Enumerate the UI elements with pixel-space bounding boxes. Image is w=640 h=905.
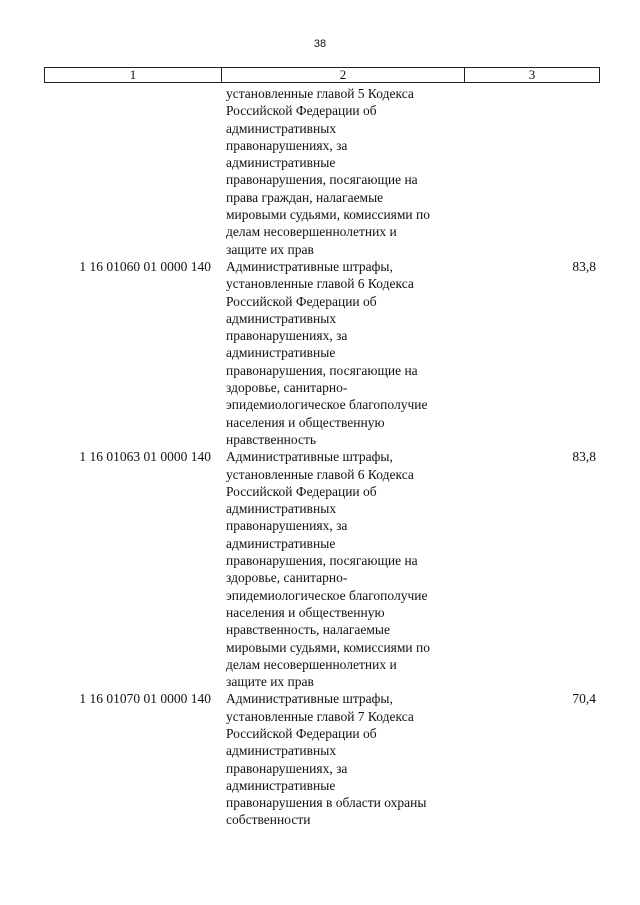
description-line: установленные главой 6 Кодекса [226, 466, 414, 482]
description [221, 258, 464, 448]
amount [464, 85, 600, 258]
column-header-3: 3 [528, 67, 536, 82]
description-line: Административные штрафы, [226, 258, 393, 274]
description-line: правонарушения в области охраны [226, 795, 427, 811]
description-line: населения и общественную [226, 604, 385, 620]
description-line: здоровье, санитарно- [226, 380, 348, 396]
description-line: правонарушения, посягающие на [226, 172, 418, 188]
description-line: Российской Федерации об [226, 725, 377, 741]
description-line: Административные штрафы, [226, 449, 393, 465]
description-line: правонарушениях, за [226, 760, 348, 776]
description-line: защите их прав [226, 674, 314, 690]
description-line: административные [226, 535, 336, 551]
table-row [44, 258, 600, 448]
description-line: эпидемиологическое благополучие [226, 587, 428, 603]
description-line: установленные главой 6 Кодекса [226, 276, 414, 292]
description-line: правонарушения, посягающие на [226, 553, 418, 569]
description-line: административных [226, 743, 337, 759]
table-row [44, 448, 600, 690]
amount: 83,8 [572, 258, 596, 274]
table-row [44, 85, 600, 258]
column-header-1: 1 [45, 68, 222, 82]
description-line: здоровье, санитарно- [226, 570, 348, 586]
description [221, 448, 464, 690]
description-line: правонарушения, посягающие на [226, 362, 418, 378]
description [221, 690, 464, 828]
amount: 70,4 [572, 691, 596, 707]
amount: 83,8 [572, 449, 596, 465]
description-line: населения и общественную [226, 414, 385, 430]
page-number: 38 [313, 38, 327, 50]
description-line: мировыми судьями, комиссиями по [226, 207, 430, 223]
description-line: установленные главой 5 Кодекса [226, 86, 414, 101]
table-body [44, 85, 600, 829]
description-line: административных [226, 120, 337, 136]
budget-code: 1 16 01063 01 0000 140 [79, 449, 211, 465]
description-line: собственности [226, 812, 311, 828]
description-line: делам несовершеннолетних и [226, 656, 397, 672]
column-header-2: 2 [222, 68, 465, 82]
description-line: мировыми судьями, комиссиями по [226, 639, 430, 655]
description [221, 85, 464, 258]
description-line: Административные штрафы, [226, 691, 393, 707]
description-line: нравственность, налагаемые [226, 622, 390, 638]
table-header [44, 67, 600, 83]
description-line: Российской Федерации об [226, 293, 377, 309]
budget-code: 1 16 01060 01 0000 140 [79, 258, 211, 274]
description-line: Российской Федерации об [226, 103, 377, 119]
budget-code: 1 16 01070 01 0000 140 [79, 691, 211, 707]
description-line: Российской Федерации об [226, 483, 377, 499]
table-row [44, 690, 600, 828]
description-line: административных [226, 501, 337, 517]
description-line: права граждан, налагаемые [226, 189, 384, 205]
description-line: правонарушениях, за [226, 518, 348, 534]
description-line: административные [226, 777, 336, 793]
description-line: административные [226, 155, 336, 171]
description-line: установленные главой 7 Кодекса [226, 708, 414, 724]
description-line: нравственность [226, 431, 317, 447]
description-line: эпидемиологическое благополучие [226, 397, 428, 413]
budget-code [44, 85, 221, 258]
description-line: правонарушениях, за [226, 328, 348, 344]
description-line: делам несовершеннолетних и [226, 224, 397, 240]
description-line: административные [226, 345, 336, 361]
description-line: защите их прав [226, 241, 314, 257]
description-line: административных [226, 310, 337, 326]
description-line: правонарушениях, за [226, 137, 348, 153]
